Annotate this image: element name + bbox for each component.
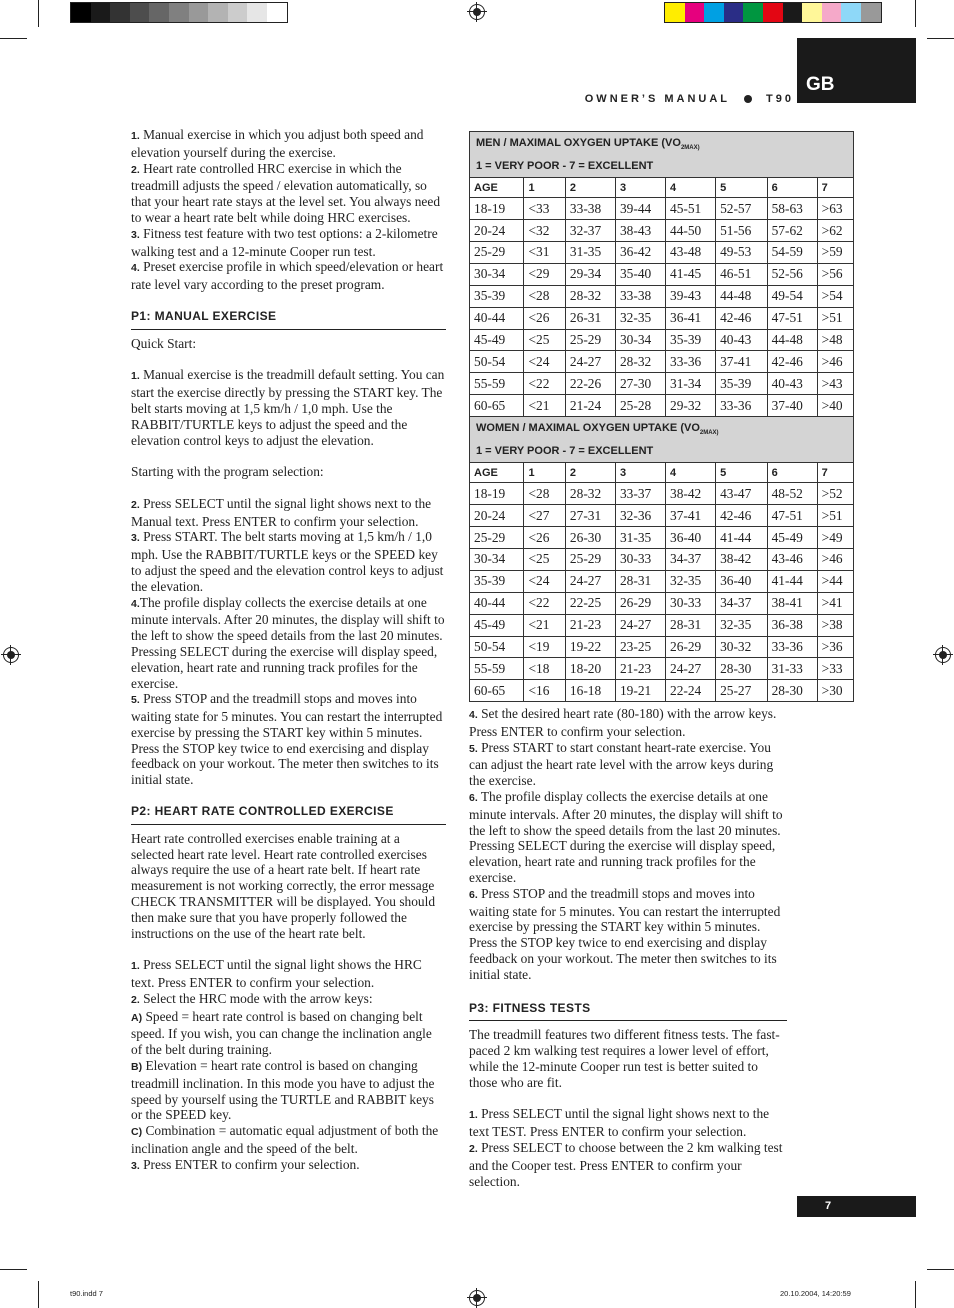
table-cell: 60-65 — [470, 680, 524, 702]
color-swatch — [208, 3, 228, 22]
table-cell: <25 — [524, 329, 565, 351]
table-cell: 46-51 — [716, 263, 768, 285]
table-cell: 24-27 — [666, 658, 716, 680]
section-heading-p2: P2: HEART RATE CONTROLLED EXERCISE — [131, 804, 446, 825]
table-cell: 19-22 — [565, 636, 615, 658]
table-cell: 55-59 — [470, 373, 524, 395]
table-cell: 49-53 — [716, 241, 768, 263]
table-cell: 26-31 — [565, 307, 615, 329]
footer-date: 20.10.2004, 14:20:59 — [780, 1289, 851, 1298]
table-cell: 50-54 — [470, 351, 524, 373]
column-header: 7 — [817, 178, 853, 198]
table-cell: 39-44 — [615, 198, 665, 220]
color-swatch — [91, 3, 111, 22]
table-cell: 32-35 — [615, 307, 665, 329]
list-item: A) Speed = heart rate control is based on changing belt speed. If you wish, you can change the inclination angle of the belt during training. — [131, 1008, 432, 1058]
table-cell: 45-49 — [470, 614, 524, 636]
column-header: 3 — [615, 178, 665, 198]
grayscale-bar — [70, 2, 288, 23]
column-header: AGE — [470, 463, 524, 483]
color-swatch — [189, 3, 209, 22]
table-cell: 60-65 — [470, 395, 524, 417]
crop-mark — [38, 1281, 39, 1308]
list-item: 2. Heart rate controlled HRC exercise in which the treadmill adjusts the speed / elevation automatically, so that your heart rate stays at the level set. You always need to wear a heart rate belt while doing HRC exercises. — [131, 160, 441, 225]
list-item: 2. Press SELECT until the signal light shows next to the Manual text. Press ENTER to confirm your selection. — [131, 495, 432, 529]
table-cell: >40 — [817, 395, 853, 417]
table-cell: 38-41 — [767, 592, 817, 614]
list-item: 4. Set the desired heart rate (80-180) with the arrow keys. Press ENTER to confirm your selection. — [469, 706, 777, 739]
registration-mark-icon — [3, 647, 19, 663]
table-cell: >46 — [817, 351, 853, 373]
table-title: MEN / MAXIMAL OXYGEN UPTAKE ($VO_{2MAX)}$ 1 = VERY POOR - 7 = EXCELLENT — [470, 132, 854, 178]
color-swatch — [724, 3, 744, 22]
table-cell: 40-43 — [767, 373, 817, 395]
table-cell: >38 — [817, 614, 853, 636]
running-header — [585, 93, 794, 105]
table-cell: 55-59 — [470, 658, 524, 680]
table-cell: <21 — [524, 395, 565, 417]
hrc-continued-list — [469, 706, 787, 983]
table-cell: 37-41 — [666, 505, 716, 527]
table-cell: 38-43 — [615, 220, 665, 242]
table-cell: 48-52 — [767, 483, 817, 505]
table-cell: 58-63 — [767, 198, 817, 220]
table-cell: 33-38 — [565, 198, 615, 220]
color-swatch — [783, 3, 803, 22]
column-header: 4 — [666, 178, 716, 198]
table-cell: 26-29 — [615, 592, 665, 614]
table-cell: 25-29 — [565, 329, 615, 351]
table-cell: 43-47 — [716, 483, 768, 505]
table-row — [470, 505, 854, 527]
table-cell: <18 — [524, 658, 565, 680]
table-row — [470, 395, 854, 417]
table-cell: 45-49 — [470, 329, 524, 351]
section-heading-p1: P1: MANUAL EXERCISE — [131, 309, 446, 330]
table-cell: 31-35 — [615, 527, 665, 549]
table-cell: 31-35 — [565, 241, 615, 263]
table-row — [470, 307, 854, 329]
table-cell: 25-29 — [470, 241, 524, 263]
list-item: 1. Manual exercise is the treadmill default setting. You can start the exercise directly by pressing the START key. The belt starts moving at 1,5 km/h / 1,0 mph. Use the RABBIT/TURTLE keys to adjust the speed and the elevation control keys to adjust the elevation. — [131, 367, 445, 448]
color-swatch — [169, 3, 189, 22]
table-cell: 18-19 — [470, 198, 524, 220]
table-row — [470, 483, 854, 505]
table-cell: 30-34 — [615, 329, 665, 351]
crop-mark — [927, 38, 954, 39]
table-cell: 38-42 — [716, 548, 768, 570]
table-cell: 39-43 — [666, 285, 716, 307]
list-item: 1. Manual exercise in which you adjust both speed and elevation yourself during the exercise. — [131, 127, 424, 160]
table-cell: 25-29 — [470, 527, 524, 549]
color-swatch — [110, 3, 130, 22]
table-cell: >46 — [817, 548, 853, 570]
color-swatch — [665, 3, 685, 22]
table-cell: 42-46 — [716, 505, 768, 527]
table-cell: 28-30 — [716, 658, 768, 680]
table-cell: 41-44 — [716, 527, 768, 549]
table-cell: 30-33 — [615, 548, 665, 570]
table-cell: 33-36 — [767, 636, 817, 658]
table-cell: 35-40 — [615, 263, 665, 285]
column-header: 7 — [817, 463, 853, 483]
table-cell: 41-44 — [767, 570, 817, 592]
table-cell: 21-23 — [565, 614, 615, 636]
table-cell: 28-30 — [767, 680, 817, 702]
table-cell: 24-27 — [565, 351, 615, 373]
table-cell: 24-27 — [615, 614, 665, 636]
list-item: 1. Press SELECT until the signal light shows next to the text TEST. Press ENTER to confirm your selection. — [469, 1106, 770, 1140]
table-cell: <31 — [524, 241, 565, 263]
table-cell: 47-51 — [767, 307, 817, 329]
table-cell: >59 — [817, 241, 853, 263]
list-item: 3. Press ENTER to confirm your selection. — [131, 1156, 360, 1172]
table-cell: <25 — [524, 548, 565, 570]
right-column — [469, 706, 787, 1189]
table-cell: 30-34 — [470, 548, 524, 570]
table-cell: 35-39 — [470, 285, 524, 307]
color-swatch — [247, 3, 267, 22]
table-cell: 47-51 — [767, 505, 817, 527]
table-row — [470, 570, 854, 592]
table-row — [470, 285, 854, 307]
table-cell: >63 — [817, 198, 853, 220]
color-swatch — [802, 3, 822, 22]
table-row — [470, 373, 854, 395]
table-cell: 54-59 — [767, 241, 817, 263]
table-cell: 35-39 — [666, 329, 716, 351]
p2-intro: Heart rate controlled exercises enable training at a selected heart rate level. Heart rate controlled exercises always require the use of a heart rate belt. If heart rate measurement is not working correctly, the error message CHECK TRANSMITTER will be displayed. You should then make sure that you have properly followed the instructions on the use of the heart rate belt. — [131, 830, 436, 941]
table-cell: 31-33 — [767, 658, 817, 680]
table-row — [470, 636, 854, 658]
column-header: 1 — [524, 463, 565, 483]
color-swatch — [685, 3, 705, 22]
list-item: 5. Press START to start constant heart-rate exercise. You can adjust the heart rate level with the arrow keys during the exercise. — [469, 739, 774, 789]
table-cell: <26 — [524, 307, 565, 329]
table-cell: 40-44 — [470, 307, 524, 329]
table-cell: 26-30 — [565, 527, 615, 549]
table-cell: 29-32 — [666, 395, 716, 417]
table-row — [470, 614, 854, 636]
table-cell: 36-40 — [716, 570, 768, 592]
table-row — [470, 198, 854, 220]
table-cell: 44-50 — [666, 220, 716, 242]
table-cell: <27 — [524, 505, 565, 527]
table-cell: 36-40 — [666, 527, 716, 549]
table-cell: 44-48 — [767, 329, 817, 351]
table-cell: 20-24 — [470, 220, 524, 242]
color-swatch — [149, 3, 169, 22]
table-cell: 43-48 — [666, 241, 716, 263]
language-tab: GB — [797, 38, 916, 103]
table-cell: <29 — [524, 263, 565, 285]
table-cell: >54 — [817, 285, 853, 307]
table-cell: 57-62 — [767, 220, 817, 242]
table-cell: >41 — [817, 592, 853, 614]
table-cell: 22-25 — [565, 592, 615, 614]
table-cell: 25-27 — [716, 680, 768, 702]
p3-list — [469, 1106, 787, 1189]
table-cell: 43-46 — [767, 548, 817, 570]
table-cell: 30-34 — [470, 263, 524, 285]
column-header: 6 — [767, 463, 817, 483]
table-row — [470, 220, 854, 242]
column-header: 5 — [716, 463, 768, 483]
table-cell: <24 — [524, 570, 565, 592]
table-cell: 18-20 — [565, 658, 615, 680]
table-cell: 33-38 — [615, 285, 665, 307]
table-cell: 42-46 — [716, 307, 768, 329]
table-title: WOMEN / MAXIMAL OXYGEN UPTAKE ($VO_{2MAX)}$ 1 = VERY POOR - 7 = EXCELLENT — [470, 417, 854, 463]
column-header: 2 — [565, 178, 615, 198]
list-item: 6. Press STOP and the treadmill stops and moves into waiting state for 5 minutes. You can restart the interrupted exercise by pressing the START key within 5 minutes. Press the STOP key twice to end exercising and display feedback on your workout. The meter then switches to its initial state. — [469, 885, 781, 982]
table-row — [470, 241, 854, 263]
table-cell: 28-32 — [565, 285, 615, 307]
table-cell: <16 — [524, 680, 565, 702]
table-row — [470, 351, 854, 373]
crop-mark — [915, 1281, 916, 1308]
table-cell: 40-44 — [470, 592, 524, 614]
table-cell: >52 — [817, 483, 853, 505]
table-cell: <28 — [524, 483, 565, 505]
table-cell: 27-31 — [565, 505, 615, 527]
table-cell: >44 — [817, 570, 853, 592]
table-cell: >49 — [817, 527, 853, 549]
page-number-tab: 7 — [797, 1196, 916, 1217]
table-cell: 36-42 — [615, 241, 665, 263]
table-cell: 21-24 — [565, 395, 615, 417]
table-row — [470, 658, 854, 680]
table-cell: >56 — [817, 263, 853, 285]
table-cell: 33-36 — [666, 351, 716, 373]
footer-file: t90.indd 7 — [70, 1289, 103, 1298]
table-cell: 44-48 — [716, 285, 768, 307]
table-cell: 37-41 — [716, 351, 768, 373]
table-cell: 35-39 — [716, 373, 768, 395]
color-swatch — [743, 3, 763, 22]
table-cell: <28 — [524, 285, 565, 307]
table-cell: 51-56 — [716, 220, 768, 242]
table-row — [470, 680, 854, 702]
table-cell: <33 — [524, 198, 565, 220]
table-cell: 52-57 — [716, 198, 768, 220]
table-cell: 36-41 — [666, 307, 716, 329]
column-header: 2 — [565, 463, 615, 483]
table-cell: 34-37 — [666, 548, 716, 570]
table-cell: 22-26 — [565, 373, 615, 395]
table-cell: 28-32 — [565, 483, 615, 505]
table-cell: >43 — [817, 373, 853, 395]
table-cell: 45-51 — [666, 198, 716, 220]
table-cell: 22-24 — [666, 680, 716, 702]
table-cell: 50-54 — [470, 636, 524, 658]
table-cell: <24 — [524, 351, 565, 373]
column-header: 5 — [716, 178, 768, 198]
table-cell: 19-21 — [615, 680, 665, 702]
table-cell: 34-37 — [716, 592, 768, 614]
color-swatch — [228, 3, 248, 22]
table-cell: 33-36 — [716, 395, 768, 417]
program-selection-label: Starting with the program selection: — [131, 464, 324, 480]
color-swatch — [267, 3, 287, 22]
table-cell: 28-32 — [615, 351, 665, 373]
table-cell: 30-32 — [716, 636, 768, 658]
intro-list — [131, 127, 446, 293]
table-cell: 32-37 — [565, 220, 615, 242]
table-row — [470, 592, 854, 614]
table-cell: 35-39 — [470, 570, 524, 592]
table-cell: 38-42 — [666, 483, 716, 505]
color-swatch — [763, 3, 783, 22]
table-cell: 32-36 — [615, 505, 665, 527]
p3-intro: The treadmill features two different fitness tests. The fast-paced 2 km walking test requires a lower level of effort, while the 12-minute Cooper run test is better suited to those who are fit. — [469, 1027, 780, 1090]
list-item: 1. Press SELECT until the signal light shows the HRC text. Press ENTER to confirm your selection. — [131, 957, 422, 991]
quick-start-label: Quick Start: — [131, 335, 197, 351]
table-row — [470, 329, 854, 351]
list-item: 2. Press SELECT to choose between the 2 km walking test and the Cooper test. Press ENTER to confirm your selection. — [469, 1139, 783, 1189]
bullet-icon — [744, 95, 752, 103]
column-header: 1 — [524, 178, 565, 198]
table-cell: 18-19 — [470, 483, 524, 505]
table-cell: 30-33 — [666, 592, 716, 614]
vo2max-table — [469, 131, 854, 702]
model-label: T90 — [766, 93, 794, 105]
table-cell: <22 — [524, 373, 565, 395]
color-bar — [664, 2, 882, 23]
table-cell: <32 — [524, 220, 565, 242]
list-item: 4.The profile display collects the exercise details at one minute intervals. After 20 minutes, the display will shift to the left to show the speed details from the last 20 minutes. Pressing SELECT during the exercise will display speed, elevation, heart rate and running track profiles for the exercise. — [131, 594, 445, 691]
color-swatch — [822, 3, 842, 22]
table-cell: >30 — [817, 680, 853, 702]
table-cell: 20-24 — [470, 505, 524, 527]
list-item: 3. Fitness test feature with two test options: a 2-kilometre walking test and a 12-minute Cooper run test. — [131, 225, 438, 259]
section-heading-p3: P3: FITNESS TESTS — [469, 1001, 787, 1022]
column-header: 3 — [615, 463, 665, 483]
manual-label: OWNER’S MANUAL — [584, 93, 731, 105]
table-cell: <19 — [524, 636, 565, 658]
column-header: 6 — [767, 178, 817, 198]
registration-mark-icon — [469, 1290, 485, 1306]
column-header: AGE — [470, 178, 524, 198]
table-cell: 42-46 — [767, 351, 817, 373]
table-cell: 16-18 — [565, 680, 615, 702]
table-cell: 49-54 — [767, 285, 817, 307]
list-item: B) Elevation = heart rate control is based on changing treadmill inclination. In this mode you have to adjust the speed by yourself using the TURTLE and RABBIT keys or the SPEED key. — [131, 1058, 435, 1123]
table-cell: >48 — [817, 329, 853, 351]
table-cell: >62 — [817, 220, 853, 242]
table-cell: 33-37 — [615, 483, 665, 505]
table-cell: 37-40 — [767, 395, 817, 417]
table-cell: >51 — [817, 505, 853, 527]
list-item: 4. Preset exercise profile in which speed/elevation or heart rate level vary according to the preset program. — [131, 259, 444, 293]
table-row — [470, 263, 854, 285]
list-item: 2. Select the HRC mode with the arrow keys: — [131, 990, 373, 1006]
table-cell: 21-23 — [615, 658, 665, 680]
table-cell: 28-31 — [615, 570, 665, 592]
p2-list — [131, 957, 446, 1174]
crop-mark — [0, 1269, 27, 1270]
color-swatch — [71, 3, 91, 22]
table-cell: >33 — [817, 658, 853, 680]
table-cell: 26-29 — [666, 636, 716, 658]
table-cell: 45-49 — [767, 527, 817, 549]
list-item: 5. Press STOP and the treadmill stops and moves into waiting state for 5 minutes. You can restart the interrupted exercise by pressing the START key within 5 minutes. Press the STOP key twice to end exercising and display feedback on your workout. The meter then switches to its initial state. — [131, 691, 443, 788]
table-cell: 27-30 — [615, 373, 665, 395]
table-cell: <26 — [524, 527, 565, 549]
list-item: C) Combination = automatic equal adjustment of both the inclination angle and the speed of the belt. — [131, 1123, 439, 1157]
color-swatch — [704, 3, 724, 22]
table-row — [470, 548, 854, 570]
color-swatch — [861, 3, 881, 22]
table-cell: 29-34 — [565, 263, 615, 285]
color-swatch — [130, 3, 150, 22]
crop-mark — [915, 0, 916, 27]
table-cell: 25-29 — [565, 548, 615, 570]
table-cell: 28-31 — [666, 614, 716, 636]
table-cell: >36 — [817, 636, 853, 658]
registration-mark-icon — [935, 647, 951, 663]
list-item: 3. Press START. The belt starts moving at 1,5 km/h / 1,0 mph. Use the RABBIT/TURTLE keys or the SPEED key to adjust the speed and the elevation control keys to adjust the elevation. — [131, 529, 444, 594]
table-cell: 32-35 — [716, 614, 768, 636]
table-cell: 40-43 — [716, 329, 768, 351]
table-cell: 52-56 — [767, 263, 817, 285]
crop-mark — [927, 1269, 954, 1270]
crop-mark — [38, 0, 39, 27]
table-cell: 25-28 — [615, 395, 665, 417]
list-item: 6. The profile display collects the exercise details at one minute intervals. After 20 minutes, the display will shift to the left to show the speed details from the last 20 minutes. Pressing SELECT during the exercise will display speed, elevation, heart rate and running track profiles for the exercise. — [469, 788, 783, 885]
table-cell: 32-35 — [666, 570, 716, 592]
table-cell: 23-25 — [615, 636, 665, 658]
table-cell: 31-34 — [666, 373, 716, 395]
table-cell: <22 — [524, 592, 565, 614]
table-cell: 24-27 — [565, 570, 615, 592]
crop-mark — [0, 38, 27, 39]
table-row — [470, 527, 854, 549]
column-header: 4 — [666, 463, 716, 483]
table-cell: >51 — [817, 307, 853, 329]
table-cell: 41-45 — [666, 263, 716, 285]
p1-list — [131, 496, 446, 788]
table-cell: 36-38 — [767, 614, 817, 636]
left-column — [131, 127, 446, 1175]
table-cell: <21 — [524, 614, 565, 636]
registration-mark-icon — [469, 4, 485, 20]
color-swatch — [841, 3, 861, 22]
